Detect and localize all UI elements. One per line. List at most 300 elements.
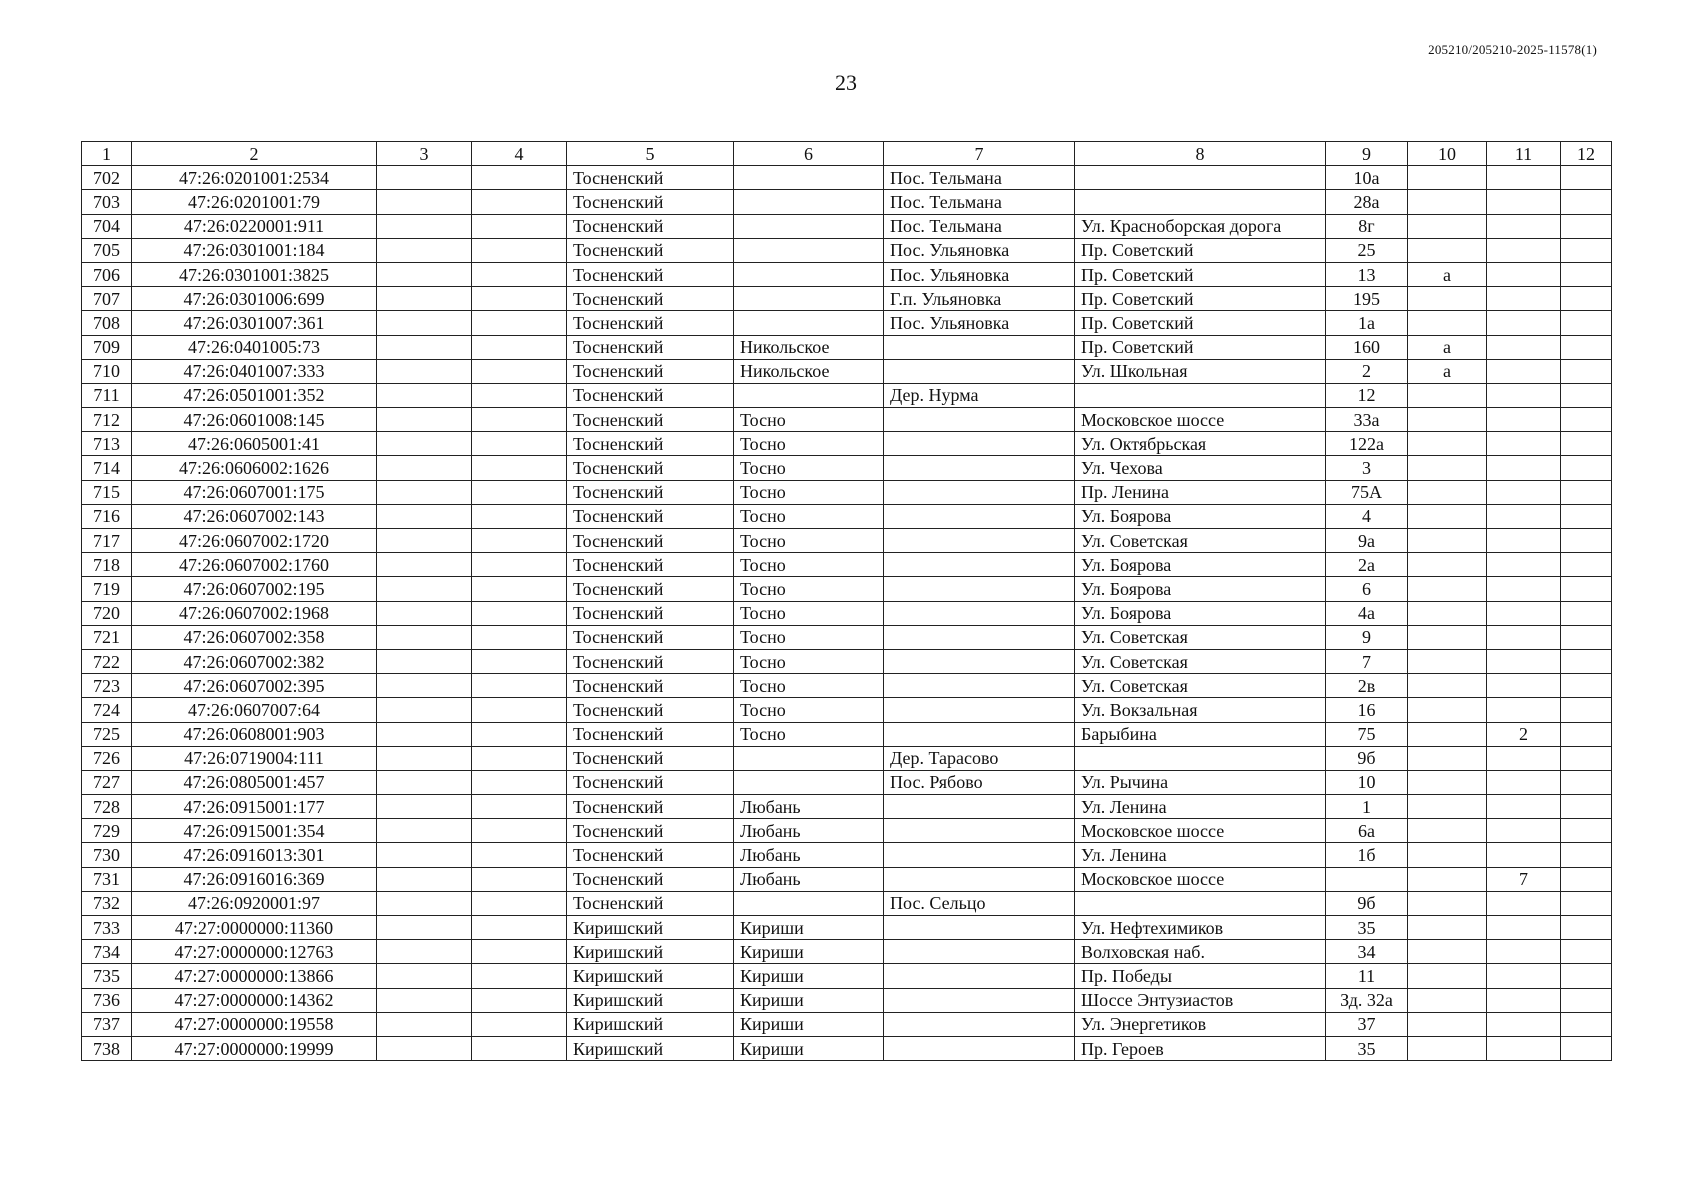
table-cell-col-5: Тосненский (567, 238, 734, 262)
table-cell-col-11 (1487, 577, 1561, 601)
table-cell-col-1: 725 (82, 722, 132, 746)
table-cell-col-5: Тосненский (567, 553, 734, 577)
table-cell-col-5: Тосненский (567, 456, 734, 480)
table-cell-col-1: 722 (82, 649, 132, 673)
table-cell-col-2: 47:26:0607002:1968 (132, 601, 377, 625)
column-header-7: 7 (884, 142, 1075, 166)
table-cell-col-10 (1408, 408, 1487, 432)
table-cell-col-5: Тосненский (567, 722, 734, 746)
table-cell-col-5: Тосненский (567, 819, 734, 843)
table-row (82, 529, 1612, 553)
table-cell-col-1: 731 (82, 867, 132, 891)
table-cell-col-2: 47:26:0607002:358 (132, 625, 377, 649)
table-cell-col-2: 47:26:0915001:177 (132, 795, 377, 819)
table-cell-col-5: Тосненский (567, 770, 734, 794)
table-cell-col-12 (1561, 359, 1612, 383)
table-cell-col-8: Московское шоссе (1075, 408, 1326, 432)
table-cell-col-5: Тосненский (567, 214, 734, 238)
table-cell-col-8: Ул. Боярова (1075, 577, 1326, 601)
table-cell-col-12 (1561, 891, 1612, 915)
table-cell-col-1: 735 (82, 964, 132, 988)
table-cell-col-3 (377, 166, 472, 190)
column-header-8: 8 (1075, 142, 1326, 166)
table-cell-col-1: 714 (82, 456, 132, 480)
table-row (82, 359, 1612, 383)
table-cell-col-12 (1561, 287, 1612, 311)
table-cell-col-2: 47:26:0301001:184 (132, 238, 377, 262)
table-cell-col-5: Тосненский (567, 698, 734, 722)
table-cell-col-5: Тосненский (567, 843, 734, 867)
table-cell-col-5: Киришский (567, 1036, 734, 1060)
table-cell-col-1: 702 (82, 166, 132, 190)
table-cell-col-3 (377, 359, 472, 383)
table-cell-col-7: Дер. Тарасово (884, 746, 1075, 770)
table-cell-col-10: а (1408, 262, 1487, 286)
table-cell-col-10 (1408, 238, 1487, 262)
table-cell-col-5: Тосненский (567, 674, 734, 698)
table-cell-col-4 (472, 625, 567, 649)
table-cell-col-10 (1408, 843, 1487, 867)
table-cell-col-1: 728 (82, 795, 132, 819)
table-row (82, 480, 1612, 504)
column-header-5: 5 (567, 142, 734, 166)
table-cell-col-5: Тосненский (567, 408, 734, 432)
table-cell-col-5: Тосненский (567, 577, 734, 601)
table-cell-col-1: 736 (82, 988, 132, 1012)
table-cell-col-11 (1487, 674, 1561, 698)
table-cell-col-3 (377, 262, 472, 286)
table-cell-col-7: Дер. Нурма (884, 383, 1075, 407)
table-cell-col-2: 47:26:0607002:143 (132, 504, 377, 528)
table-cell-col-11 (1487, 214, 1561, 238)
table-cell-col-6: Кириши (734, 940, 884, 964)
table-cell-col-3 (377, 504, 472, 528)
table-cell-col-4 (472, 359, 567, 383)
table-cell-col-8: Ул. Советская (1075, 674, 1326, 698)
table-cell-col-1: 719 (82, 577, 132, 601)
table-cell-col-1: 710 (82, 359, 132, 383)
table-cell-col-8: Шоссе Энтузиастов (1075, 988, 1326, 1012)
table-cell-col-8: Пр. Советский (1075, 287, 1326, 311)
table-cell-col-2: 47:26:0607002:195 (132, 577, 377, 601)
table-row (82, 214, 1612, 238)
table-cell-col-6: Тосно (734, 456, 884, 480)
table-cell-col-9: 1 (1326, 795, 1408, 819)
table-cell-col-9: 9 (1326, 625, 1408, 649)
table-row (82, 262, 1612, 286)
table-cell-col-3 (377, 432, 472, 456)
table-cell-col-9: 195 (1326, 287, 1408, 311)
table-cell-col-3 (377, 480, 472, 504)
table-cell-col-7: Пос. Ульяновка (884, 262, 1075, 286)
table-cell-col-1: 729 (82, 819, 132, 843)
table-cell-col-8: Московское шоссе (1075, 819, 1326, 843)
table-cell-col-8 (1075, 746, 1326, 770)
table-row (82, 916, 1612, 940)
table-cell-col-6: Кириши (734, 1036, 884, 1060)
table-cell-col-11 (1487, 891, 1561, 915)
table-cell-col-6: Тосно (734, 553, 884, 577)
table-cell-col-10 (1408, 166, 1487, 190)
table-cell-col-7 (884, 504, 1075, 528)
table-cell-col-6: Тосно (734, 432, 884, 456)
column-header-3: 3 (377, 142, 472, 166)
table-cell-col-3 (377, 383, 472, 407)
header-row (82, 142, 1612, 166)
table-cell-col-7 (884, 577, 1075, 601)
table-cell-col-4 (472, 698, 567, 722)
table-cell-col-7 (884, 940, 1075, 964)
table-cell-col-11 (1487, 746, 1561, 770)
table-cell-col-10 (1408, 940, 1487, 964)
table-cell-col-8: Ул. Советская (1075, 529, 1326, 553)
table-cell-col-5: Тосненский (567, 601, 734, 625)
table-cell-col-7 (884, 408, 1075, 432)
table-cell-col-6: Любань (734, 843, 884, 867)
table-cell-col-11 (1487, 456, 1561, 480)
table-cell-col-3 (377, 867, 472, 891)
table-cell-col-3 (377, 214, 472, 238)
table-cell-col-4 (472, 843, 567, 867)
table-cell-col-4 (472, 408, 567, 432)
table-cell-col-6 (734, 770, 884, 794)
table-cell-col-7 (884, 916, 1075, 940)
table-cell-col-1: 708 (82, 311, 132, 335)
table-cell-col-3 (377, 843, 472, 867)
table-cell-col-6: Тосно (734, 504, 884, 528)
table-row (82, 335, 1612, 359)
table-cell-col-10 (1408, 311, 1487, 335)
document-id: 205210/205210-2025-11578(1) (1428, 42, 1597, 57)
table-cell-col-11 (1487, 359, 1561, 383)
table-cell-col-12 (1561, 504, 1612, 528)
table-cell-col-5: Тосненский (567, 432, 734, 456)
table-cell-col-10 (1408, 577, 1487, 601)
table-cell-col-3 (377, 940, 472, 964)
table-cell-col-6: Тосно (734, 625, 884, 649)
table-cell-col-10 (1408, 432, 1487, 456)
table-cell-col-4 (472, 504, 567, 528)
table-cell-col-1: 732 (82, 891, 132, 915)
table-cell-col-6: Тосно (734, 529, 884, 553)
table-cell-col-11 (1487, 166, 1561, 190)
table-cell-col-9: 37 (1326, 1012, 1408, 1036)
table-cell-col-4 (472, 770, 567, 794)
table-cell-col-1: 707 (82, 287, 132, 311)
table-cell-col-10 (1408, 1012, 1487, 1036)
table-cell-col-8 (1075, 891, 1326, 915)
table-cell-col-5: Киришский (567, 1012, 734, 1036)
table-cell-col-11 (1487, 698, 1561, 722)
column-header-2: 2 (132, 142, 377, 166)
table-cell-col-8: Ул. Рычина (1075, 770, 1326, 794)
table-cell-col-10 (1408, 383, 1487, 407)
table-cell-col-11 (1487, 819, 1561, 843)
table-cell-col-11: 7 (1487, 867, 1561, 891)
table-cell-col-4 (472, 456, 567, 480)
table-row (82, 964, 1612, 988)
table-cell-col-11 (1487, 287, 1561, 311)
table-cell-col-12 (1561, 553, 1612, 577)
table-cell-col-3 (377, 238, 472, 262)
table-cell-col-1: 718 (82, 553, 132, 577)
table-cell-col-1: 716 (82, 504, 132, 528)
table-cell-col-7 (884, 649, 1075, 673)
table-row (82, 819, 1612, 843)
table-cell-col-3 (377, 746, 472, 770)
table-cell-col-10 (1408, 1036, 1487, 1060)
table-cell-col-2: 47:27:0000000:19558 (132, 1012, 377, 1036)
table-cell-col-6 (734, 311, 884, 335)
table-cell-col-3 (377, 601, 472, 625)
table-cell-col-7 (884, 625, 1075, 649)
table-row (82, 625, 1612, 649)
table-cell-col-11 (1487, 432, 1561, 456)
table-cell-col-10: а (1408, 335, 1487, 359)
table-cell-col-2: 47:26:0606002:1626 (132, 456, 377, 480)
table-cell-col-9: 2в (1326, 674, 1408, 698)
table-cell-col-9 (1326, 867, 1408, 891)
table-row (82, 891, 1612, 915)
table-cell-col-3 (377, 1012, 472, 1036)
table-cell-col-12 (1561, 770, 1612, 794)
table-cell-col-4 (472, 722, 567, 746)
table-cell-col-11 (1487, 238, 1561, 262)
table-cell-col-2: 47:26:0201001:79 (132, 190, 377, 214)
table-cell-col-6: Любань (734, 819, 884, 843)
table-cell-col-2: 47:26:0401005:73 (132, 335, 377, 359)
table-cell-col-4 (472, 746, 567, 770)
table-cell-col-9: 160 (1326, 335, 1408, 359)
table-cell-col-5: Тосненский (567, 649, 734, 673)
table-cell-col-6 (734, 238, 884, 262)
table-cell-col-10 (1408, 770, 1487, 794)
table-cell-col-4 (472, 432, 567, 456)
table-cell-col-8: Барыбина (1075, 722, 1326, 746)
table-cell-col-8 (1075, 190, 1326, 214)
table-cell-col-8: Ул. Красноборская дорога (1075, 214, 1326, 238)
table-cell-col-7: Пос. Ульяновка (884, 238, 1075, 262)
table-cell-col-4 (472, 238, 567, 262)
table-row (82, 770, 1612, 794)
table-cell-col-12 (1561, 940, 1612, 964)
table-cell-col-2: 47:26:0920001:97 (132, 891, 377, 915)
table-cell-col-9: 1а (1326, 311, 1408, 335)
table-cell-col-8: Пр. Советский (1075, 262, 1326, 286)
table-row (82, 601, 1612, 625)
table-cell-col-12 (1561, 819, 1612, 843)
table-row (82, 238, 1612, 262)
table-row (82, 408, 1612, 432)
table-cell-col-5: Тосненский (567, 529, 734, 553)
table-cell-col-7 (884, 529, 1075, 553)
table-cell-col-11 (1487, 988, 1561, 1012)
table-cell-col-11 (1487, 601, 1561, 625)
table-cell-col-3 (377, 335, 472, 359)
table-cell-col-8: Ул. Ленина (1075, 795, 1326, 819)
table-cell-col-8: Ул. Октябрьская (1075, 432, 1326, 456)
table-cell-col-6: Тосно (734, 577, 884, 601)
table-cell-col-5: Тосненский (567, 480, 734, 504)
table-cell-col-12 (1561, 964, 1612, 988)
table-cell-col-6: Тосно (734, 408, 884, 432)
table-cell-col-7 (884, 674, 1075, 698)
table-cell-col-1: 712 (82, 408, 132, 432)
table-cell-col-3 (377, 674, 472, 698)
column-header-4: 4 (472, 142, 567, 166)
table-cell-col-2: 47:27:0000000:14362 (132, 988, 377, 1012)
table-cell-col-2: 47:27:0000000:11360 (132, 916, 377, 940)
table-cell-col-1: 711 (82, 383, 132, 407)
table-cell-col-10 (1408, 456, 1487, 480)
table-row (82, 795, 1612, 819)
table-cell-col-10 (1408, 214, 1487, 238)
table-cell-col-8: Ул. Ленина (1075, 843, 1326, 867)
table-cell-col-3 (377, 456, 472, 480)
table-cell-col-2: 47:26:0601008:145 (132, 408, 377, 432)
table-row (82, 867, 1612, 891)
table-cell-col-2: 47:26:0607007:64 (132, 698, 377, 722)
table-cell-col-3 (377, 553, 472, 577)
table-cell-col-6: Любань (734, 795, 884, 819)
table-cell-col-10 (1408, 504, 1487, 528)
table-cell-col-12 (1561, 795, 1612, 819)
table-cell-col-2: 47:26:0605001:41 (132, 432, 377, 456)
table-cell-col-12 (1561, 698, 1612, 722)
table-cell-col-6 (734, 746, 884, 770)
table-cell-col-12 (1561, 867, 1612, 891)
table-cell-col-4 (472, 916, 567, 940)
table-cell-col-6 (734, 891, 884, 915)
table-cell-col-5: Тосненский (567, 287, 734, 311)
table-cell-col-6: Никольское (734, 335, 884, 359)
table-cell-col-9: 2а (1326, 553, 1408, 577)
table-cell-col-7 (884, 698, 1075, 722)
table-cell-col-4 (472, 988, 567, 1012)
table-cell-col-4 (472, 262, 567, 286)
table-cell-col-9: 25 (1326, 238, 1408, 262)
table-cell-col-6: Никольское (734, 359, 884, 383)
table-cell-col-1: 713 (82, 432, 132, 456)
table-cell-col-11 (1487, 625, 1561, 649)
table-cell-col-12 (1561, 649, 1612, 673)
table-cell-col-8 (1075, 383, 1326, 407)
table-cell-col-8: Волховская наб. (1075, 940, 1326, 964)
table-cell-col-11 (1487, 190, 1561, 214)
table-cell-col-7 (884, 843, 1075, 867)
table-row (82, 649, 1612, 673)
table-cell-col-12 (1561, 601, 1612, 625)
table-cell-col-4 (472, 819, 567, 843)
table-row (82, 746, 1612, 770)
table-cell-col-7 (884, 988, 1075, 1012)
table-row (82, 456, 1612, 480)
table-cell-col-5: Киришский (567, 916, 734, 940)
table-cell-col-7 (884, 1036, 1075, 1060)
table-cell-col-6: Тосно (734, 480, 884, 504)
table-cell-col-10: а (1408, 359, 1487, 383)
table-cell-col-12 (1561, 262, 1612, 286)
table-cell-col-8 (1075, 166, 1326, 190)
table-cell-col-1: 709 (82, 335, 132, 359)
table-cell-col-10 (1408, 190, 1487, 214)
table-cell-col-9: 11 (1326, 964, 1408, 988)
table-cell-col-4 (472, 335, 567, 359)
table-cell-col-1: 703 (82, 190, 132, 214)
table-cell-col-3 (377, 770, 472, 794)
table-cell-col-9: 7 (1326, 649, 1408, 673)
table-cell-col-7 (884, 456, 1075, 480)
table-cell-col-5: Тосненский (567, 190, 734, 214)
table-cell-col-12 (1561, 625, 1612, 649)
table-cell-col-9: 4 (1326, 504, 1408, 528)
table-cell-col-5: Киришский (567, 940, 734, 964)
table-cell-col-11 (1487, 795, 1561, 819)
table-cell-col-7 (884, 795, 1075, 819)
table-cell-col-4 (472, 529, 567, 553)
table-cell-col-10 (1408, 480, 1487, 504)
table-cell-col-9: Зд. 32а (1326, 988, 1408, 1012)
table-cell-col-7 (884, 722, 1075, 746)
table-cell-col-5: Тосненский (567, 335, 734, 359)
table-cell-col-11 (1487, 843, 1561, 867)
table-cell-col-3 (377, 529, 472, 553)
table-cell-col-10 (1408, 867, 1487, 891)
table-cell-col-9: 9а (1326, 529, 1408, 553)
table-cell-col-6: Кириши (734, 988, 884, 1012)
table-cell-col-4 (472, 311, 567, 335)
table-cell-col-2: 47:26:0805001:457 (132, 770, 377, 794)
table-cell-col-9: 1б (1326, 843, 1408, 867)
table-cell-col-3 (377, 891, 472, 915)
table-cell-col-10 (1408, 722, 1487, 746)
table-cell-col-12 (1561, 722, 1612, 746)
table-cell-col-5: Тосненский (567, 504, 734, 528)
table-cell-col-12 (1561, 166, 1612, 190)
table-cell-col-7 (884, 335, 1075, 359)
table-cell-col-1: 724 (82, 698, 132, 722)
table-cell-col-5: Тосненский (567, 625, 734, 649)
table-cell-col-11 (1487, 383, 1561, 407)
table-cell-col-9: 6а (1326, 819, 1408, 843)
table-cell-col-4 (472, 674, 567, 698)
table-cell-col-5: Киришский (567, 964, 734, 988)
table-cell-col-1: 720 (82, 601, 132, 625)
table-cell-col-7: Г.п. Ульяновка (884, 287, 1075, 311)
table-cell-col-10 (1408, 916, 1487, 940)
table-cell-col-10 (1408, 674, 1487, 698)
table-cell-col-4 (472, 553, 567, 577)
table-cell-col-7 (884, 1012, 1075, 1036)
page-number: 23 (835, 70, 857, 95)
table-cell-col-7: Пос. Сельцо (884, 891, 1075, 915)
table-row (82, 432, 1612, 456)
table-cell-col-7 (884, 359, 1075, 383)
table-cell-col-2: 47:26:0501001:352 (132, 383, 377, 407)
table-cell-col-10 (1408, 988, 1487, 1012)
table-row (82, 383, 1612, 407)
table-cell-col-9: 34 (1326, 940, 1408, 964)
table-cell-col-9: 10 (1326, 770, 1408, 794)
table-row (82, 674, 1612, 698)
table-cell-col-1: 705 (82, 238, 132, 262)
table-cell-col-2: 47:26:0607002:1760 (132, 553, 377, 577)
table-row (82, 553, 1612, 577)
table-cell-col-9: 9б (1326, 746, 1408, 770)
table-cell-col-10 (1408, 529, 1487, 553)
table-cell-col-6: Любань (734, 867, 884, 891)
table-cell-col-5: Тосненский (567, 795, 734, 819)
